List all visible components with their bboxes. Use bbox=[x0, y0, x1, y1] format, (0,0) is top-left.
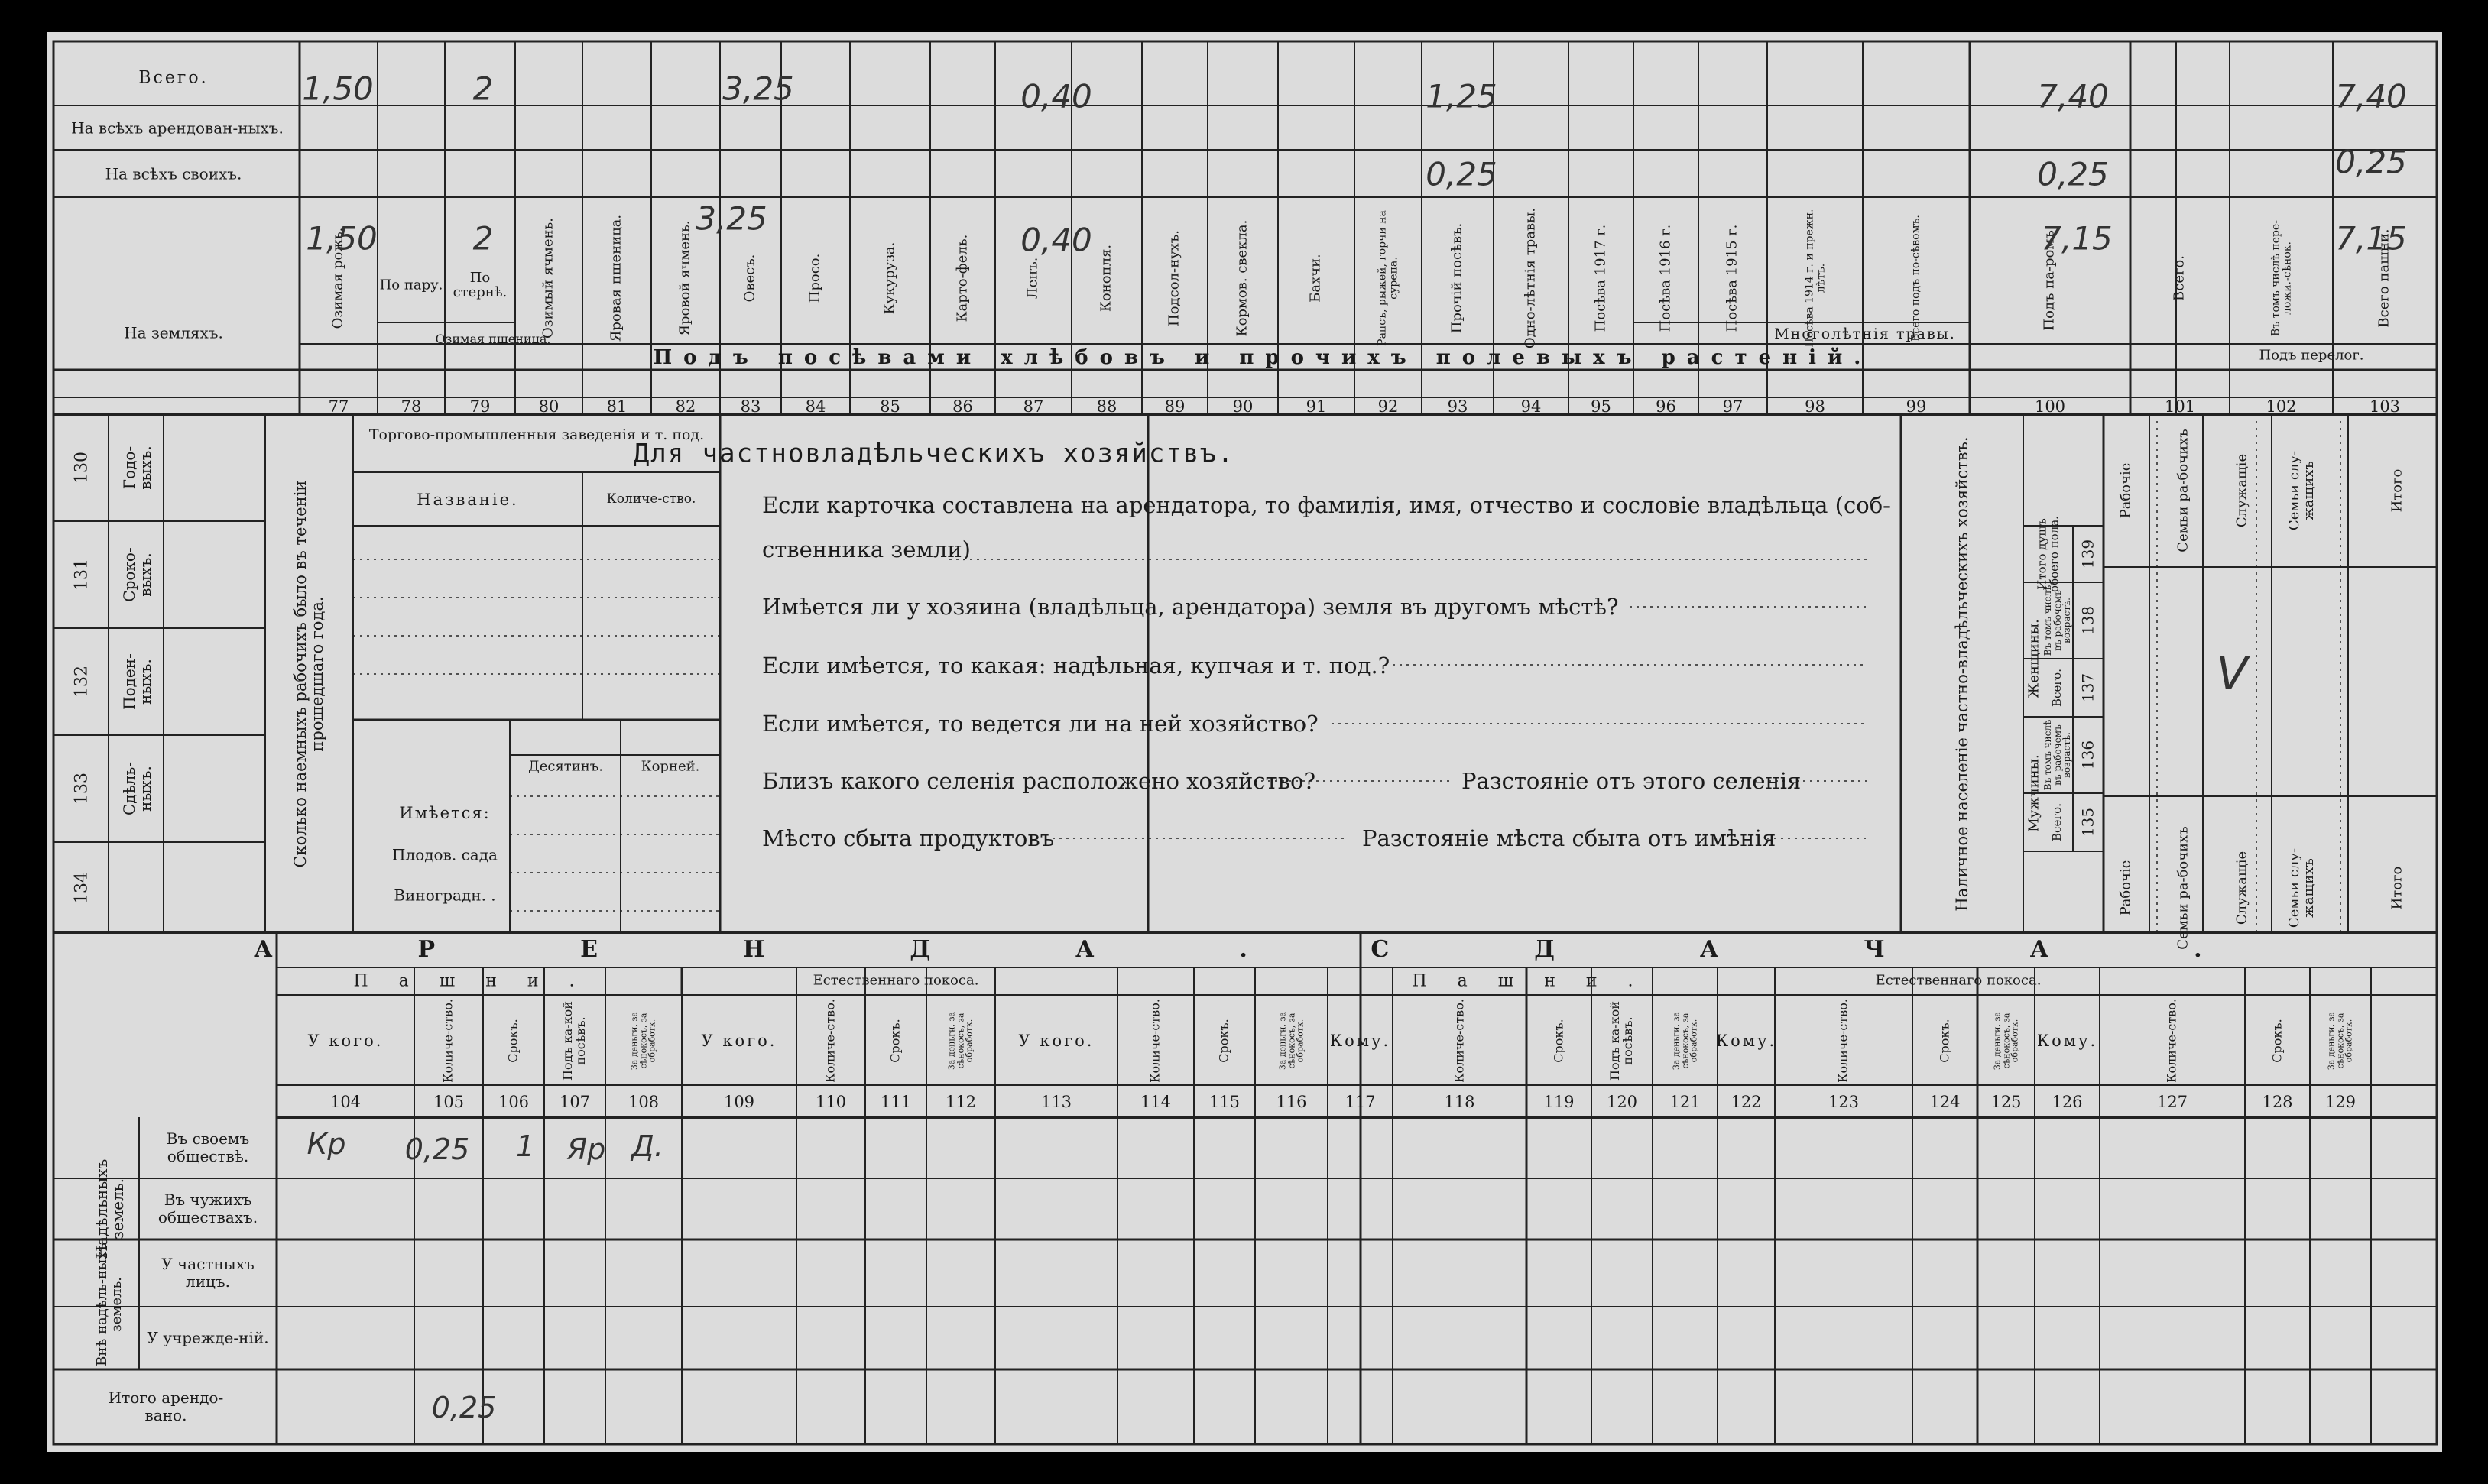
top-col-header-82: Яровой ячмень. bbox=[676, 220, 693, 336]
itogo-dush-label: Итого душъ обоего пола. bbox=[2035, 516, 2061, 592]
hw-total-2: 3,25 bbox=[722, 70, 794, 108]
right-col-bottom-2: Служащiе bbox=[2233, 851, 2250, 925]
question-other-land: Имѣется ли у хозяина (владѣльца, арендатора) земля въ другомъ мѣстѣ? bbox=[762, 594, 1619, 620]
bottom-number-113: 113 bbox=[1040, 1093, 1072, 1111]
handwritten-check-mark: V bbox=[2216, 647, 2248, 701]
bottom-number-114: 114 bbox=[1140, 1093, 1172, 1111]
bottom-header-129: За деньги, за сѣнокосъ, за обработк. bbox=[2326, 1011, 2354, 1071]
hw-bottom-2: 1 bbox=[515, 1129, 535, 1163]
hw-bottom-3: Яр bbox=[566, 1132, 606, 1166]
bottom-header-108: За деньги, за сѣнокосъ, за обработк. bbox=[629, 1011, 657, 1071]
top-col-header-85: Кукуруза. bbox=[881, 241, 898, 315]
bottom-header-116: За деньги, за сѣнокосъ, за обработк. bbox=[1277, 1011, 1306, 1071]
pokos-sdacha: Естественнаго покоса. bbox=[1875, 972, 2042, 989]
hw-total-1: 2 bbox=[472, 70, 494, 108]
bottom-header-104: У кого. bbox=[307, 1031, 384, 1050]
top-col-header-102: Въ томъ числѣ пере-ложи.-сѣнок. bbox=[2269, 220, 2293, 336]
population-label: Наличное населенiе частно-владѣльческихъ хозяйствъ. bbox=[1952, 436, 1971, 912]
top-col-number-85: 85 bbox=[880, 397, 900, 416]
top-col-header-92: Рапсъ, рыжей, горчи на сурепа. bbox=[1376, 210, 1400, 346]
row-u-uchrezhdeniy: У учрежде-нiй. bbox=[147, 1328, 269, 1347]
hw-own-4: 7,15 bbox=[2041, 219, 2113, 258]
top-col-header-95: Посѣва 1917 г. bbox=[1592, 224, 1609, 332]
qty-header: Количе-ство. bbox=[606, 491, 696, 507]
hw-total-3: 0,40 bbox=[1020, 77, 1092, 115]
right-col-top-0: Рабочiе bbox=[2117, 462, 2134, 519]
top-col-number-97: 97 bbox=[1722, 397, 1744, 416]
top-col-number-95: 95 bbox=[1591, 397, 1611, 416]
top-col-number-83: 83 bbox=[740, 397, 761, 416]
row-label-svoikh: На всѣхъ своихъ. bbox=[105, 164, 242, 183]
bottom-number-109: 109 bbox=[723, 1093, 755, 1111]
top-col-header-98: Посѣва 1914 г. и прежн. лѣтъ. bbox=[1802, 209, 1827, 348]
top-col-header-77: Озимая рожь. bbox=[329, 227, 346, 329]
top-col-number-96: 96 bbox=[1656, 397, 1676, 416]
bottom-number-112: 112 bbox=[945, 1093, 977, 1111]
top-col-number-81: 81 bbox=[606, 397, 628, 416]
plodov-sada-label: Плодов. сада bbox=[392, 845, 498, 864]
question-land-type: Если имѣется, то какая: надѣльная, купчая и т. под.? bbox=[762, 653, 1390, 679]
top-col-number-102: 102 bbox=[2266, 397, 2297, 416]
hw-rented-1: 0,25 bbox=[2037, 155, 2109, 193]
korney-header: Корней. bbox=[641, 758, 700, 775]
row-itogo-arendovano: Итого арендо-вано. bbox=[108, 1388, 224, 1424]
bottom-number-123: 123 bbox=[1828, 1093, 1860, 1111]
top-col-header-86: Карто-фель. bbox=[954, 234, 971, 322]
hw-rented-0: 0,25 bbox=[1426, 155, 1497, 193]
bottom-header-119: Срокъ. bbox=[1551, 1019, 1566, 1063]
pop-number-135: 135 bbox=[2078, 807, 2097, 838]
hw-own-3: 0,40 bbox=[1020, 221, 1092, 259]
left-vertical-2: Поден-ныхъ. bbox=[120, 653, 154, 710]
top-col-number-92: 92 bbox=[1377, 397, 1399, 416]
bottom-number-119: 119 bbox=[1543, 1093, 1575, 1111]
top-col-number-86: 86 bbox=[952, 397, 973, 416]
top-col-header-90: Кормов. свекла. bbox=[1234, 219, 1250, 337]
top-col-number-100: 100 bbox=[2034, 397, 2066, 416]
bottom-number-110: 110 bbox=[815, 1093, 847, 1111]
top-col-number-80: 80 bbox=[538, 397, 560, 416]
bottom-header-114: Количе-ство. bbox=[1147, 999, 1163, 1083]
bottom-number-120: 120 bbox=[1606, 1093, 1638, 1111]
top-col-number-84: 84 bbox=[805, 397, 826, 416]
row-label-arendovannykh: На всѣхъ арендован-ныхъ. bbox=[71, 118, 284, 138]
top-col-number-103: 103 bbox=[2369, 397, 2401, 416]
private-farms-title: Для частновладѣльческихъ хозяйствъ. bbox=[633, 438, 1235, 469]
top-col-header-78: По пару. bbox=[379, 277, 443, 293]
bottom-number-105: 105 bbox=[433, 1093, 465, 1111]
bottom-number-104: 104 bbox=[329, 1093, 362, 1111]
hw-own-1: 2 bbox=[472, 219, 494, 258]
desyatin-header: Десятинъ. bbox=[528, 758, 603, 775]
pashni-sdacha: Пашни. bbox=[1412, 971, 1664, 991]
left-number-132: 132 bbox=[72, 666, 92, 698]
bottom-header-112: За деньги, за сѣнокосъ, за обработк. bbox=[946, 1011, 975, 1071]
row-label-na-zemlyakh: На земляхъ. bbox=[124, 323, 223, 342]
top-col-number-98: 98 bbox=[1805, 397, 1825, 416]
top-col-header-93: Прочiй посѣвъ. bbox=[1448, 222, 1465, 334]
hired-workers-label: Сколько наемныхъ рабочихъ было въ теченiи прошедшаго года. bbox=[290, 480, 326, 868]
top-col-header-84: Просо. bbox=[806, 253, 823, 303]
bottom-header-120: Подъ ка-кой посѣвъ. bbox=[1607, 1001, 1635, 1081]
left-vertical-1: Сроко-выхъ. bbox=[120, 547, 154, 602]
top-col-number-77: 77 bbox=[328, 397, 349, 416]
row-u-chastnykh: У частныхъ лицъ. bbox=[161, 1255, 255, 1291]
bottom-header-105: Количе-ство. bbox=[440, 999, 456, 1083]
name-header: Названiе. bbox=[417, 490, 519, 509]
bottom-number-121: 121 bbox=[1669, 1093, 1701, 1111]
bottom-number-108: 108 bbox=[628, 1093, 660, 1111]
bottom-header-107: Подъ ка-кой посѣвъ. bbox=[560, 1001, 588, 1081]
bottom-header-106: Срокъ. bbox=[505, 1019, 521, 1063]
right-col-bottom-4: Итого bbox=[2389, 866, 2405, 910]
zhenshchiny-vsego: Всего. bbox=[2050, 669, 2065, 707]
top-col-header-103: Всего пашни. bbox=[2376, 228, 2392, 328]
hw-bottom-1: 0,25 bbox=[404, 1132, 470, 1166]
top-col-header-91: Бахчи. bbox=[1307, 254, 1324, 303]
hw-own-2: 3,25 bbox=[696, 199, 767, 238]
bottom-header-110: Количе-ство. bbox=[822, 999, 838, 1083]
top-col-header-80: Озимый ячмень. bbox=[540, 217, 556, 339]
bottom-header-115: Срокъ. bbox=[1216, 1019, 1231, 1063]
census-form-page bbox=[47, 32, 2442, 1452]
top-col-number-78: 78 bbox=[401, 397, 422, 416]
row-v-svoem: Въ своемъ обществѣ. bbox=[166, 1129, 250, 1165]
bottom-number-125: 125 bbox=[1990, 1093, 2022, 1111]
right-col-top-2: Служащiе bbox=[2233, 453, 2250, 528]
zhenshchiny-v-tom: Въ томъ числѣ въ рабочемъ возрастѣ. bbox=[2042, 585, 2073, 656]
bottom-header-118: Количе-ство. bbox=[1452, 999, 1467, 1083]
hw-total-4: 1,25 bbox=[1426, 77, 1497, 115]
pokos-arenda: Естественнаго покоса. bbox=[813, 972, 979, 989]
muzhchiny-vsego: Всего. bbox=[2050, 803, 2065, 841]
right-col-bottom-3: Семьи слу-жащихъ bbox=[2286, 847, 2317, 928]
hw-rented-2: 0,25 bbox=[2335, 143, 2407, 181]
right-col-top-4: Итого bbox=[2389, 468, 2405, 513]
hw-total-5: 7,40 bbox=[2037, 77, 2109, 115]
top-col-header-96: Посѣва 1916 г. bbox=[1657, 224, 1674, 332]
top-col-number-101: 101 bbox=[2164, 397, 2196, 416]
bottom-number-111: 111 bbox=[880, 1093, 912, 1111]
bottom-number-116: 116 bbox=[1276, 1093, 1307, 1111]
row-v-chuzhikh: Въ чужихъ обществахъ. bbox=[157, 1191, 258, 1226]
mnogoletnie-travy-label: Многолѣтнiя травы. bbox=[1774, 326, 1956, 343]
bottom-number-127: 127 bbox=[2156, 1093, 2188, 1111]
right-col-bottom-0: Рабочiе bbox=[2117, 860, 2134, 916]
top-col-header-99: Всего подъ по-сѣвомъ. bbox=[1909, 215, 1922, 342]
left-number-134: 134 bbox=[72, 872, 92, 904]
left-number-130: 130 bbox=[72, 452, 92, 484]
hw-own-5: 7,15 bbox=[2335, 219, 2407, 258]
pop-number-136: 136 bbox=[2078, 740, 2097, 770]
bottom-header-123: Количе-ство. bbox=[1835, 999, 1851, 1083]
sdacha-title: СДАЧА. bbox=[1371, 935, 2347, 963]
top-col-header-94: Одно-лѣтнiя травы. bbox=[1522, 207, 1539, 349]
bottom-number-124: 124 bbox=[1929, 1093, 1961, 1111]
bottom-header-113: У кого. bbox=[1018, 1031, 1095, 1050]
pop-number-139: 139 bbox=[2078, 539, 2097, 569]
bottom-header-126: Кому. bbox=[2036, 1031, 2098, 1050]
top-col-header-83: Овесъ. bbox=[741, 254, 758, 303]
bottom-header-111: Срокъ. bbox=[887, 1019, 903, 1063]
vinograd-label: Виноградн. . bbox=[394, 886, 496, 905]
bottom-header-121: За деньги, за сѣнокосъ, за обработк. bbox=[1671, 1011, 1699, 1071]
muzhchiny-v-tom: Въ томъ числѣ въ рабочемъ возрастѣ. bbox=[2042, 719, 2073, 791]
left-number-131: 131 bbox=[72, 559, 92, 591]
top-col-header-79: По стернѣ. bbox=[453, 270, 508, 300]
hw-total-6: 7,40 bbox=[2335, 77, 2407, 115]
bottom-header-122: Кому. bbox=[1715, 1031, 1777, 1050]
question-owner-line2: ственника земли) bbox=[762, 536, 971, 562]
question-farming: Если имѣется, то ведется ли на ней хозяйство? bbox=[762, 711, 1319, 737]
right-col-top-3: Семьи слу-жащихъ bbox=[2286, 450, 2317, 531]
question-market: Мѣсто сбыта продуктовъ bbox=[762, 825, 1055, 851]
bottom-number-117: 117 bbox=[1345, 1093, 1376, 1111]
ozimaya-pshenitsa-label: Озимая пшеница. bbox=[435, 331, 551, 346]
hw-bottom-5: 0,25 bbox=[431, 1391, 497, 1424]
top-col-number-87: 87 bbox=[1023, 397, 1044, 416]
bottom-header-109: У кого. bbox=[701, 1031, 777, 1050]
pop-number-138: 138 bbox=[2078, 605, 2097, 636]
left-number-133: 133 bbox=[72, 773, 92, 805]
top-col-number-82: 82 bbox=[675, 397, 696, 416]
bottom-header-117: Кому. bbox=[1329, 1031, 1391, 1050]
top-col-header-100: Подъ па-ромъ. bbox=[2041, 225, 2058, 331]
imeetsya-label: Имѣется: bbox=[399, 803, 491, 822]
row-label-vsego: Всего. bbox=[138, 68, 209, 88]
right-col-top-1: Семьи ра-бочихъ bbox=[2175, 429, 2191, 552]
top-col-number-88: 88 bbox=[1096, 397, 1117, 416]
top-col-number-94: 94 bbox=[1520, 397, 1542, 416]
bottom-number-118: 118 bbox=[1444, 1093, 1475, 1111]
bottom-number-115: 115 bbox=[1208, 1093, 1241, 1111]
top-col-number-90: 90 bbox=[1232, 397, 1254, 416]
bottom-number-107: 107 bbox=[559, 1093, 591, 1111]
right-col-bottom-1: Семьи ра-бочихъ bbox=[2175, 826, 2191, 950]
hw-own-0: 1,50 bbox=[306, 219, 378, 258]
top-col-header-87: Ленъ. bbox=[1024, 257, 1041, 300]
arenda-title: АРЕНДА. bbox=[254, 935, 1393, 963]
trade-header: Торгово-промышленныя заведенiя и т. под. bbox=[368, 426, 705, 444]
pop-number-137: 137 bbox=[2078, 672, 2097, 703]
top-col-header-101: Всего. bbox=[2171, 255, 2188, 301]
group-nadelnykh: Надѣльныхъ земель. bbox=[92, 1158, 127, 1259]
left-vertical-0: Годо-выхъ. bbox=[120, 446, 154, 490]
band-pod-posevami: Подъ посѣвами хлѣбовъ и прочихъ полевыхъ растенiй. bbox=[653, 346, 1873, 370]
question-owner-line1: Если карточка составлена на арендатора, то фамилiя, имя, отчество и сословiе владѣльца (соб- bbox=[762, 492, 1890, 518]
bottom-number-126: 126 bbox=[2052, 1093, 2083, 1111]
question-market-distance: Разстоянiе мѣста сбыта отъ имѣнiя bbox=[1362, 825, 1776, 851]
bottom-header-128: Срокъ. bbox=[2269, 1019, 2285, 1063]
top-col-number-89: 89 bbox=[1164, 397, 1186, 416]
top-col-number-79: 79 bbox=[469, 397, 491, 416]
bottom-number-128: 128 bbox=[2262, 1093, 2293, 1111]
hw-bottom-4: Д. bbox=[631, 1129, 663, 1163]
bottom-header-124: Срокъ. bbox=[1937, 1019, 1952, 1063]
hw-bottom-0: Кр bbox=[307, 1127, 346, 1161]
top-col-number-99: 99 bbox=[1906, 397, 1927, 416]
group-vne-nadelnykh: Внѣ надѣль-ныхъ земель. bbox=[94, 1243, 125, 1366]
left-vertical-3: Сдѣль-ныхъ. bbox=[120, 761, 154, 816]
top-col-header-81: Яровая пшеница. bbox=[608, 214, 624, 342]
top-col-number-93: 93 bbox=[1447, 397, 1468, 416]
bottom-number-129: 129 bbox=[2324, 1093, 2357, 1111]
pod-perelog-label: Подъ перелог. bbox=[2259, 347, 2364, 364]
zhenshchiny-label: Женщины. bbox=[2026, 619, 2042, 698]
muzhchiny-label: Мужчины. bbox=[2026, 754, 2042, 832]
top-col-header-88: Конопля. bbox=[1098, 244, 1114, 313]
hw-total-0: 1,50 bbox=[302, 70, 374, 108]
question-village: Близъ какого селенiя расположено хозяйство? bbox=[762, 768, 1316, 794]
bottom-number-106: 106 bbox=[498, 1093, 530, 1111]
bottom-number-122: 122 bbox=[1731, 1093, 1762, 1111]
pashni-arenda: Пашни. bbox=[353, 971, 605, 991]
bottom-header-125: За деньги, за сѣнокосъ, за обработк. bbox=[1992, 1011, 2020, 1071]
bottom-header-127: Количе-ство. bbox=[2164, 999, 2179, 1083]
top-col-number-91: 91 bbox=[1306, 397, 1327, 416]
top-col-header-97: Посѣва 1915 г. bbox=[1724, 224, 1740, 332]
question-village-distance: Разстоянiе отъ этого селенiя bbox=[1461, 768, 1802, 794]
top-col-header-89: Подсол-нухъ. bbox=[1166, 230, 1182, 326]
